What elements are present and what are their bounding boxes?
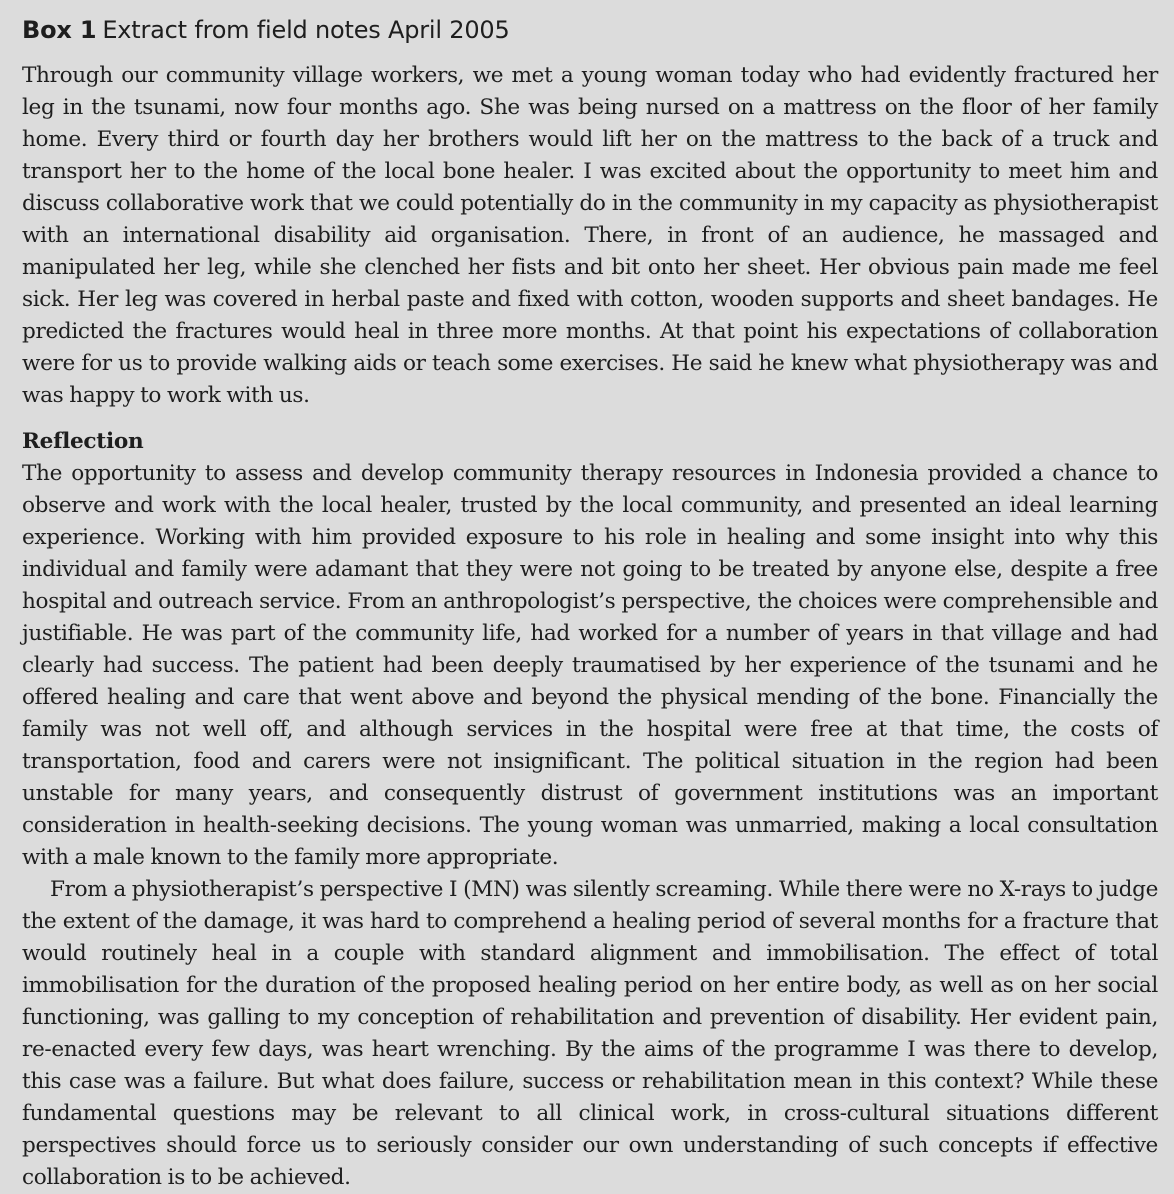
field-notes-paragraph: Through our community village workers, we met a young woman today who had evidently fractured her leg in the tsunami, now four months ago. She was being nursed on a mattress on the floor of her family home. Every third or fourth day her brothers would lift her on the mattress to the back of a truck and transport her to the home of the local bone healer. I was excited about the opportunity to meet him and discuss collaborative work that we could potentially do in the community in my capacity as physiotherapist with an international disability aid organisation. There, in front of an audience, he massaged and manipulated her leg, while she clenched her fists and bit onto her sheet. Her obvious pain made me feel sick. Her leg was covered in herbal paste and fixed with cotton, wooden supports and sheet bandages. He predicted the fractures would heal in three more months. At that point his expectations of collaboration were for us to provide walking aids or teach some exercises. He said he knew what physiotherapy was and was happy to work with us.	[22, 63, 1158, 408]
box-title-text: Extract from field notes April 2005	[102, 16, 510, 44]
reflection-paragraph-1: The opportunity to assess and develop community therapy resources in Indonesia provided a chance to observe and work with the local healer, trusted by the local community, and presented an ideal learning experience. Working with him provided exposure to his role in healing and some insight into why this individual and family were adamant that they were not going to be treated by anyone else, despite a free hospital and outreach service. From an anthropologist’s perspective, the choices were comprehensible and justifiable. He was part of the community life, had worked for a number of years in that village and had clearly had success. The patient had been deeply traumatised by her experience of the tsunami and he offered healing and care that went above and beyond the physical mending of the bone. Financially the family was not well off, and although services in the hospital were free at that time, the costs of transportation, food and carers were not insignificant. The political situation in the region had been unstable for many years, and consequently distrust of government institutions was an important consideration in health-seeking decisions. The young woman was unmarried, making a local consultation with a male known to the family more appropriate.	[22, 461, 1158, 870]
box-label: Box 1	[22, 16, 97, 44]
box-title	[22, 14, 1158, 46]
reflection-paragraph-2: From a physiotherapist’s perspective I (MN) was silently screaming. While there were no X-rays to judge the extent of the damage, it was hard to comprehend a healing period of several months for a fracture that would routinely heal in a couple with standard alignment and immobilisation. The effect of total immobilisation for the duration of the proposed healing period on her entire body, as well as on her social functioning, was galling to my conception of rehabilitation and prevention of disability. Her evident pain, re-enacted every few days, was heart wrenching. By the aims of the programme I was there to develop, this case was a failure. But what does failure, success or rehabilitation mean in this context? While these fundamental questions may be relevant to all clinical work, in cross-cultural situations different perspectives should force us to seriously consider our own understanding of such concepts if effective collaboration is to be achieved.	[22, 877, 1158, 1190]
reflection-heading: Reflection	[22, 429, 144, 454]
